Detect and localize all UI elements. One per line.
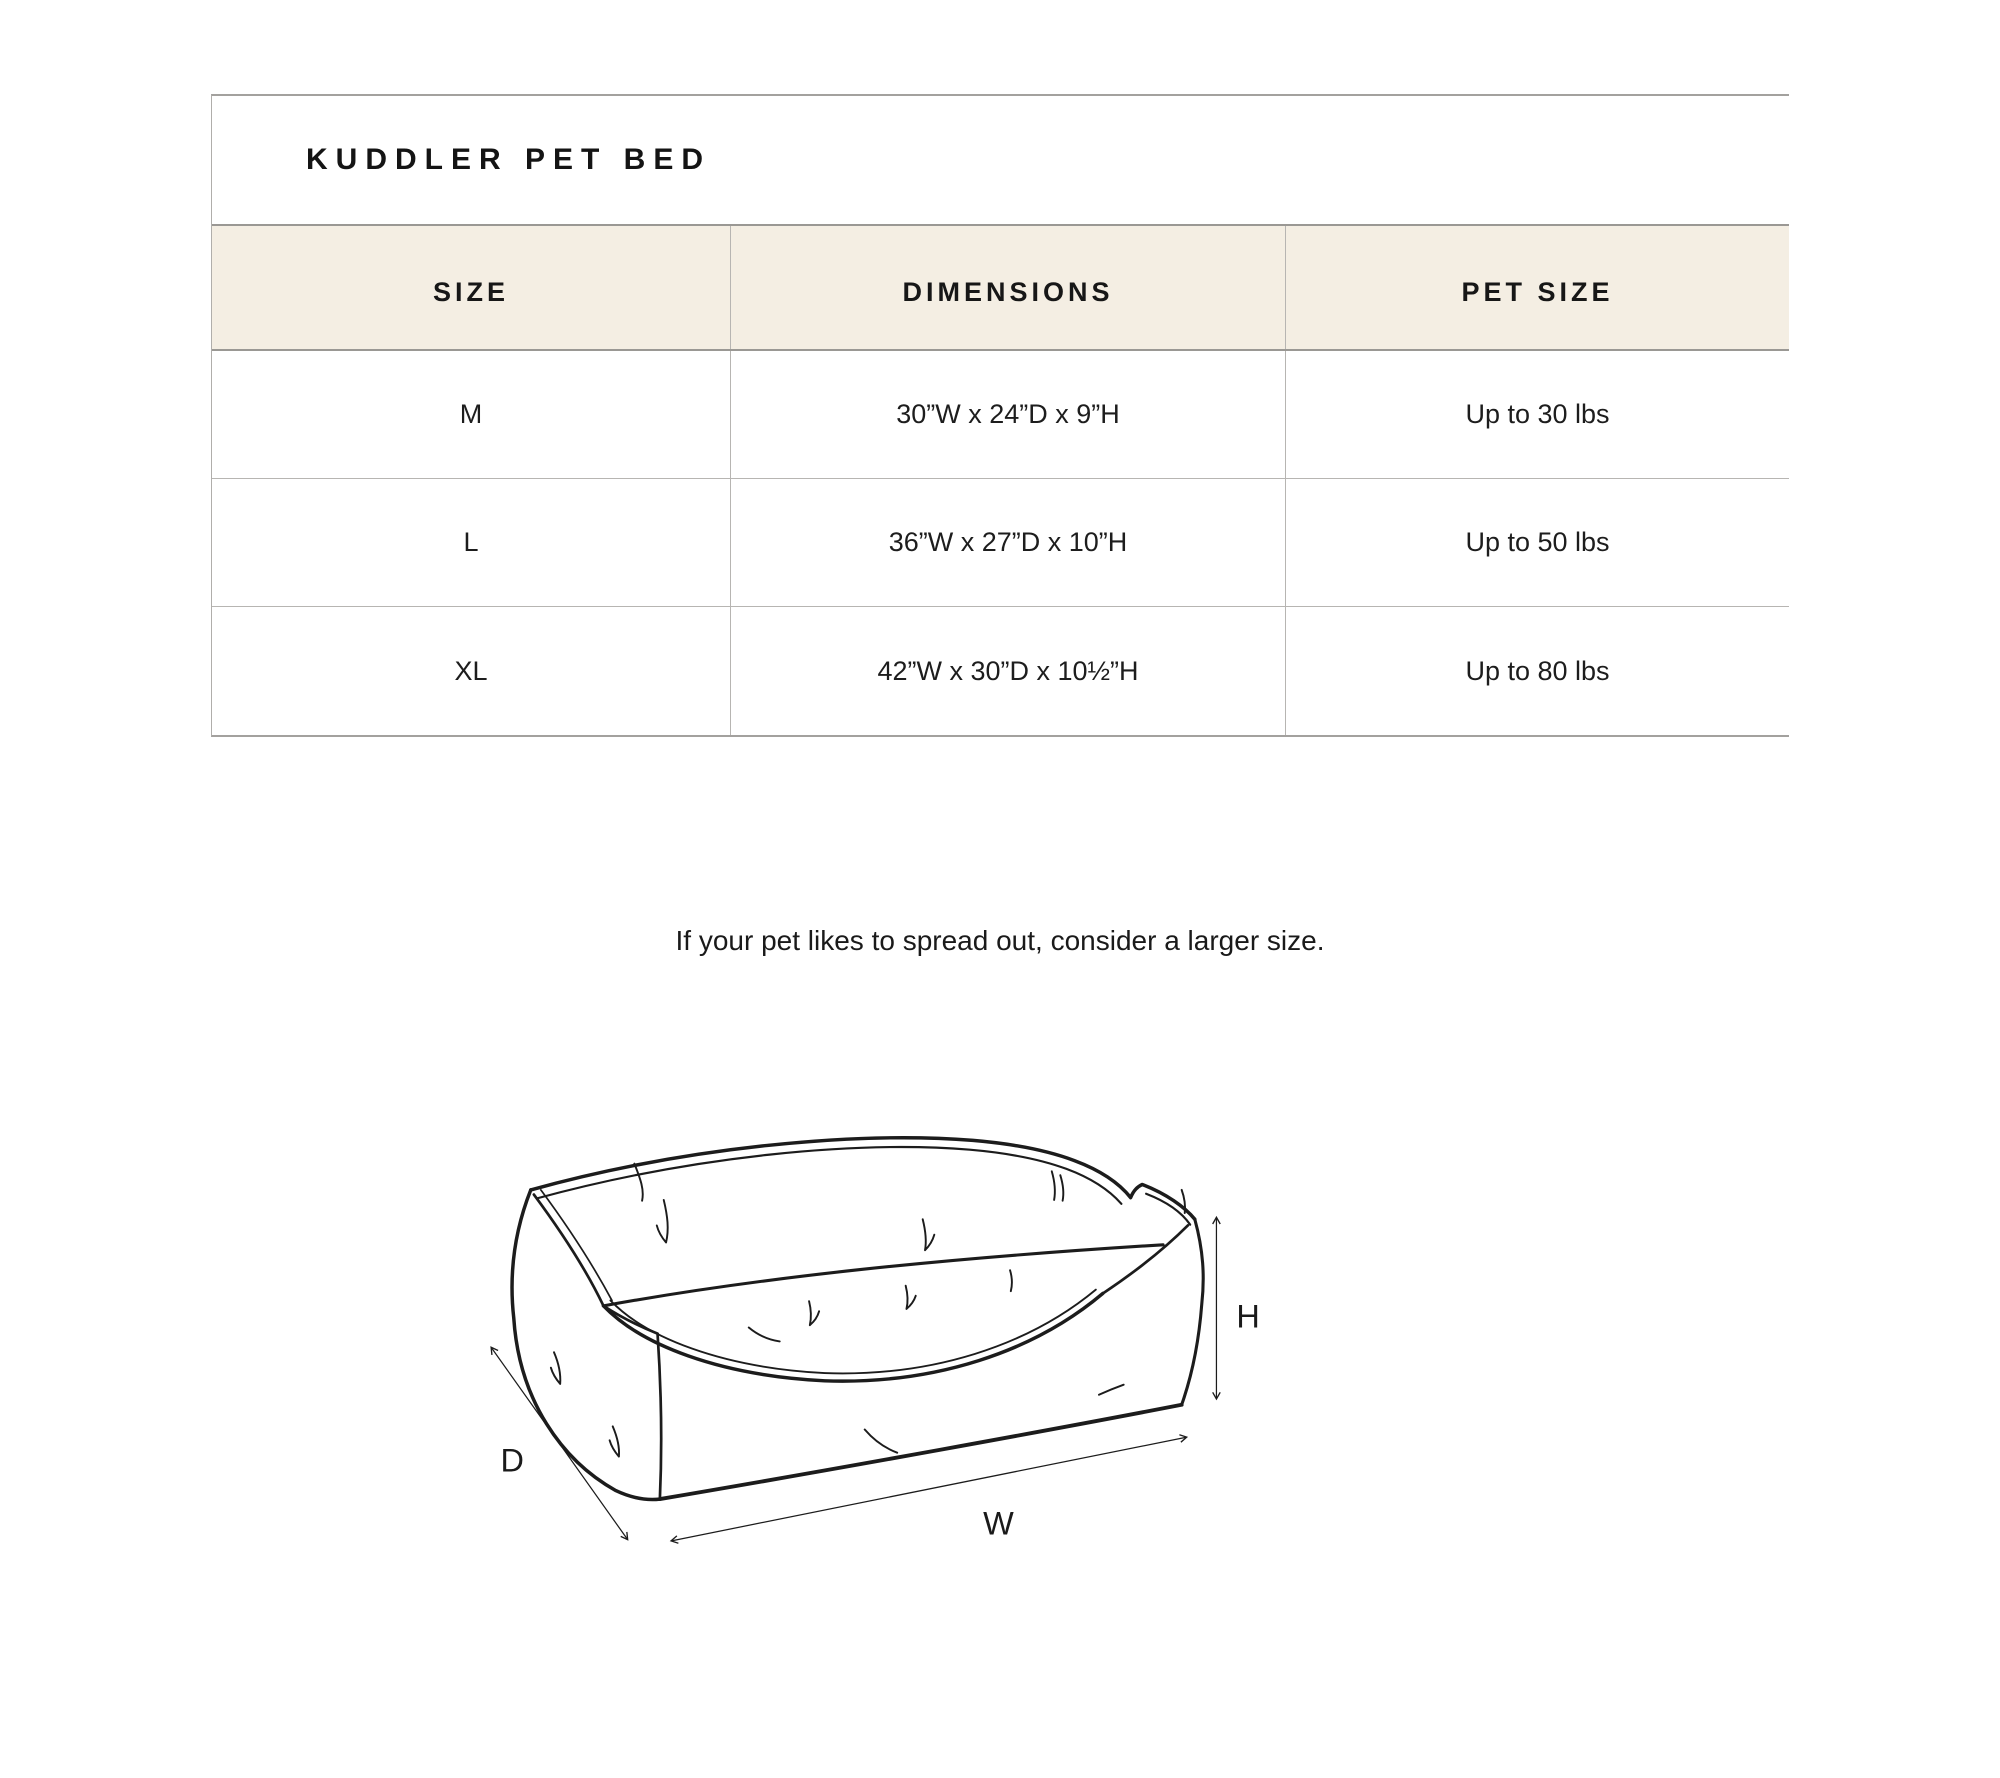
column-header-pet-size: PET SIZE [1461, 277, 1614, 307]
height-label: H [1236, 1298, 1260, 1335]
pet-bed-diagram [370, 1030, 1630, 1710]
size-value: L [212, 479, 731, 606]
width-label: W [983, 1505, 1014, 1542]
dimensions-value: 30”W x 24”D x 9”H [731, 351, 1286, 478]
table-title: KUDDLER PET BED [306, 143, 712, 176]
table-row-l [212, 479, 1789, 607]
column-header-dimensions: DIMENSIONS [731, 226, 1286, 349]
size-chart-table [211, 94, 1789, 737]
sizing-note: If your pet likes to spread out, consider a larger size. [675, 925, 1325, 956]
table-row-xl [212, 607, 1789, 735]
dimensions-value: 36”W x 27”D x 10”H [731, 479, 1286, 606]
bed-sketch [512, 1138, 1203, 1500]
dimensions-value: 42”W x 30”D x 10½”H [731, 607, 1286, 735]
depth-label: D [500, 1442, 524, 1479]
table-row-m [212, 351, 1789, 479]
table-title-band [212, 96, 1789, 226]
column-header-size: SIZE [212, 226, 731, 349]
table-header-row [212, 226, 1789, 351]
pet-size-value: Up to 80 lbs [1465, 655, 1610, 686]
pet-size-value: Up to 50 lbs [1465, 527, 1610, 557]
size-value: XL [212, 607, 731, 735]
pet-size-value: Up to 30 lbs [1465, 399, 1610, 429]
size-value: M [212, 351, 731, 478]
